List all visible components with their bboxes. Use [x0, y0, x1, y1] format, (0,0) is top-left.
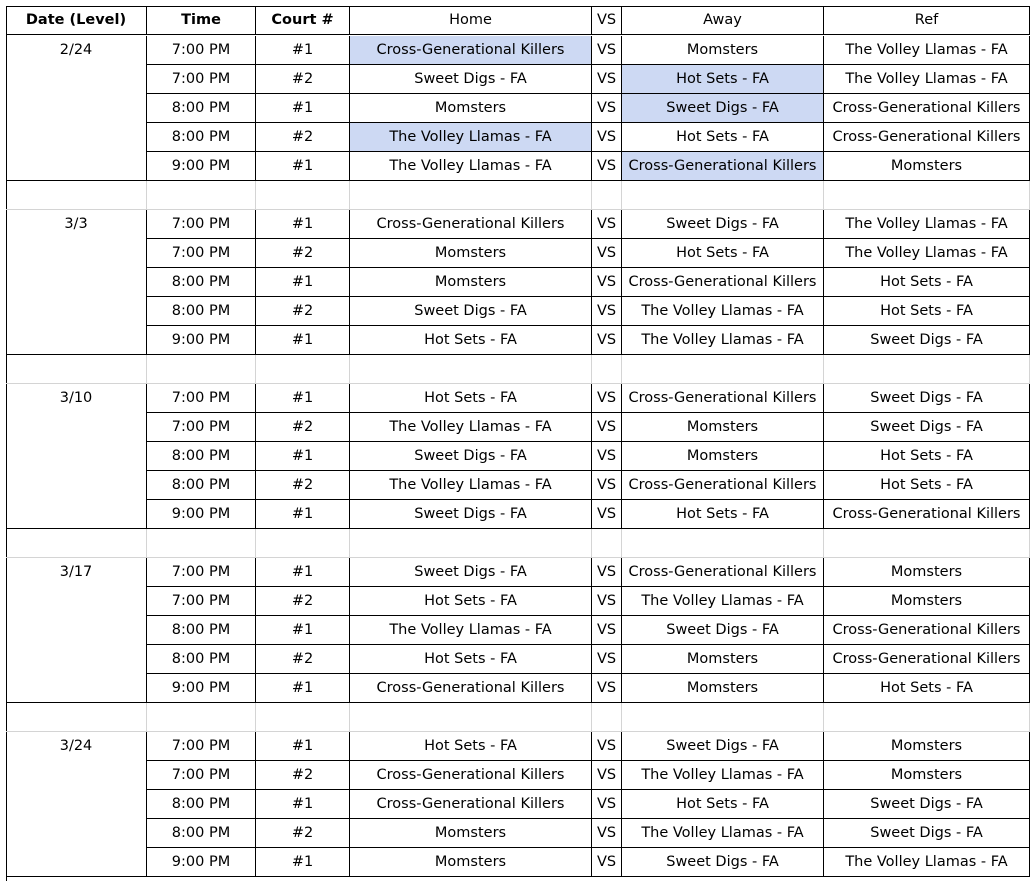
away-cell[interactable]: Momsters [622, 36, 824, 65]
ref-cell[interactable]: Hot Sets - FA [824, 471, 1030, 500]
spacer-cell[interactable] [6, 355, 147, 384]
ref-cell[interactable]: Momsters [824, 587, 1030, 616]
ref-cell[interactable]: Cross-Generational Killers [824, 645, 1030, 674]
time-cell[interactable]: 8:00 PM [147, 94, 256, 123]
away-cell[interactable]: The Volley Llamas - FA [622, 819, 824, 848]
ref-cell[interactable]: Sweet Digs - FA [824, 819, 1030, 848]
date-cell[interactable] [6, 790, 147, 819]
home-cell[interactable]: The Volley Llamas - FA [350, 152, 592, 181]
vs-cell[interactable]: VS [592, 413, 622, 442]
vs-cell[interactable]: VS [592, 558, 622, 587]
time-cell[interactable]: 7:00 PM [147, 239, 256, 268]
court-cell[interactable]: #1 [256, 152, 350, 181]
vs-cell[interactable]: VS [592, 65, 622, 94]
home-cell[interactable]: Hot Sets - FA [350, 645, 592, 674]
home-cell[interactable]: Cross-Generational Killers [350, 210, 592, 239]
date-cell[interactable] [6, 500, 147, 529]
court-cell[interactable]: #1 [256, 558, 350, 587]
vs-cell[interactable]: VS [592, 123, 622, 152]
time-cell[interactable]: 9:00 PM [147, 848, 256, 877]
ref-cell[interactable]: Hot Sets - FA [824, 268, 1030, 297]
home-cell[interactable]: Sweet Digs - FA [350, 558, 592, 587]
time-cell[interactable]: 8:00 PM [147, 471, 256, 500]
court-cell[interactable]: #1 [256, 442, 350, 471]
time-cell[interactable]: 9:00 PM [147, 326, 256, 355]
away-cell[interactable]: Cross-Generational Killers [622, 558, 824, 587]
home-cell[interactable]: Sweet Digs - FA [350, 442, 592, 471]
date-cell[interactable] [6, 819, 147, 848]
away-cell[interactable]: Momsters [622, 442, 824, 471]
court-cell[interactable]: #2 [256, 297, 350, 326]
away-cell[interactable]: Cross-Generational Killers [622, 471, 824, 500]
home-cell[interactable]: Momsters [350, 239, 592, 268]
court-cell[interactable]: #1 [256, 732, 350, 761]
vs-cell[interactable]: VS [592, 152, 622, 181]
time-cell[interactable]: 9:00 PM [147, 674, 256, 703]
time-cell[interactable]: 8:00 PM [147, 123, 256, 152]
home-cell[interactable]: The Volley Llamas - FA [350, 471, 592, 500]
date-cell[interactable] [6, 587, 147, 616]
spacer-cell[interactable] [350, 529, 592, 558]
spacer-cell[interactable] [824, 529, 1030, 558]
away-cell[interactable]: Cross-Generational Killers [622, 268, 824, 297]
vs-cell[interactable]: VS [592, 732, 622, 761]
date-cell[interactable]: 3/10 [6, 384, 147, 413]
spacer-cell[interactable] [824, 355, 1030, 384]
home-cell[interactable]: The Volley Llamas - FA [350, 123, 592, 152]
away-cell[interactable]: The Volley Llamas - FA [622, 587, 824, 616]
home-cell[interactable]: The Volley Llamas - FA [350, 616, 592, 645]
time-cell[interactable]: 8:00 PM [147, 297, 256, 326]
ref-cell[interactable]: The Volley Llamas - FA [824, 239, 1030, 268]
home-cell[interactable]: Hot Sets - FA [350, 326, 592, 355]
time-cell[interactable]: 7:00 PM [147, 732, 256, 761]
court-cell[interactable]: #2 [256, 587, 350, 616]
vs-cell[interactable]: VS [592, 674, 622, 703]
home-cell[interactable]: Sweet Digs - FA [350, 65, 592, 94]
ref-cell[interactable]: Hot Sets - FA [824, 442, 1030, 471]
header-vs[interactable]: VS [592, 7, 622, 35]
time-cell[interactable]: 7:00 PM [147, 413, 256, 442]
away-cell[interactable]: Sweet Digs - FA [622, 616, 824, 645]
vs-cell[interactable]: VS [592, 268, 622, 297]
spacer-cell[interactable] [824, 703, 1030, 732]
vs-cell[interactable]: VS [592, 790, 622, 819]
ref-cell[interactable]: The Volley Llamas - FA [824, 210, 1030, 239]
vs-cell[interactable]: VS [592, 645, 622, 674]
spacer-cell[interactable] [592, 181, 622, 210]
date-cell[interactable] [6, 616, 147, 645]
away-cell[interactable]: Hot Sets - FA [622, 239, 824, 268]
spacer-cell[interactable] [622, 181, 824, 210]
time-cell[interactable]: 8:00 PM [147, 268, 256, 297]
home-cell[interactable]: Cross-Generational Killers [350, 674, 592, 703]
vs-cell[interactable]: VS [592, 94, 622, 123]
date-cell[interactable] [6, 442, 147, 471]
date-cell[interactable] [6, 848, 147, 877]
spacer-cell[interactable] [350, 181, 592, 210]
time-cell[interactable]: 7:00 PM [147, 65, 256, 94]
court-cell[interactable]: #2 [256, 761, 350, 790]
vs-cell[interactable]: VS [592, 36, 622, 65]
ref-cell[interactable]: Cross-Generational Killers [824, 123, 1030, 152]
home-cell[interactable]: Sweet Digs - FA [350, 297, 592, 326]
spacer-cell[interactable] [622, 529, 824, 558]
time-cell[interactable]: 7:00 PM [147, 210, 256, 239]
vs-cell[interactable]: VS [592, 297, 622, 326]
date-cell[interactable] [6, 65, 147, 94]
header-court[interactable]: Court # [256, 7, 350, 35]
spacer-cell[interactable] [622, 355, 824, 384]
home-cell[interactable]: Cross-Generational Killers [350, 761, 592, 790]
date-cell[interactable]: 3/3 [6, 210, 147, 239]
time-cell[interactable]: 7:00 PM [147, 36, 256, 65]
spacer-cell[interactable] [6, 703, 147, 732]
date-cell[interactable]: 3/24 [6, 732, 147, 761]
spacer-cell[interactable] [256, 181, 350, 210]
date-cell[interactable] [6, 297, 147, 326]
ref-cell[interactable]: Sweet Digs - FA [824, 790, 1030, 819]
away-cell[interactable]: Hot Sets - FA [622, 790, 824, 819]
court-cell[interactable]: #1 [256, 94, 350, 123]
header-away[interactable]: Away [622, 7, 824, 35]
home-cell[interactable]: Hot Sets - FA [350, 732, 592, 761]
spacer-cell[interactable] [592, 355, 622, 384]
ref-cell[interactable]: Hot Sets - FA [824, 297, 1030, 326]
home-cell[interactable]: Cross-Generational Killers [350, 36, 592, 65]
header-ref[interactable]: Ref [824, 7, 1030, 35]
header-date[interactable]: Date (Level) [6, 7, 147, 35]
ref-cell[interactable]: Momsters [824, 152, 1030, 181]
court-cell[interactable]: #1 [256, 210, 350, 239]
court-cell[interactable]: #1 [256, 848, 350, 877]
ref-cell[interactable]: Momsters [824, 761, 1030, 790]
ref-cell[interactable]: Momsters [824, 558, 1030, 587]
time-cell[interactable]: 7:00 PM [147, 558, 256, 587]
away-cell[interactable]: Sweet Digs - FA [622, 732, 824, 761]
court-cell[interactable]: #1 [256, 36, 350, 65]
ref-cell[interactable]: Cross-Generational Killers [824, 616, 1030, 645]
date-cell[interactable] [6, 152, 147, 181]
home-cell[interactable]: Momsters [350, 268, 592, 297]
vs-cell[interactable]: VS [592, 210, 622, 239]
court-cell[interactable]: #1 [256, 384, 350, 413]
time-cell[interactable]: 8:00 PM [147, 645, 256, 674]
away-cell[interactable]: Momsters [622, 645, 824, 674]
away-cell[interactable]: Momsters [622, 413, 824, 442]
spacer-cell[interactable] [256, 355, 350, 384]
home-cell[interactable]: Sweet Digs - FA [350, 500, 592, 529]
away-cell[interactable]: The Volley Llamas - FA [622, 761, 824, 790]
vs-cell[interactable]: VS [592, 761, 622, 790]
ref-cell[interactable]: Momsters [824, 732, 1030, 761]
ref-cell[interactable]: The Volley Llamas - FA [824, 36, 1030, 65]
time-cell[interactable]: 8:00 PM [147, 442, 256, 471]
date-cell[interactable] [6, 761, 147, 790]
away-cell[interactable]: The Volley Llamas - FA [622, 326, 824, 355]
spacer-cell[interactable] [256, 529, 350, 558]
ref-cell[interactable]: Hot Sets - FA [824, 674, 1030, 703]
date-cell[interactable] [6, 326, 147, 355]
spacer-cell[interactable] [592, 703, 622, 732]
time-cell[interactable]: 8:00 PM [147, 819, 256, 848]
court-cell[interactable]: #2 [256, 239, 350, 268]
ref-cell[interactable]: The Volley Llamas - FA [824, 848, 1030, 877]
vs-cell[interactable]: VS [592, 239, 622, 268]
court-cell[interactable]: #1 [256, 674, 350, 703]
vs-cell[interactable]: VS [592, 500, 622, 529]
spacer-cell[interactable] [147, 181, 256, 210]
spacer-cell[interactable] [6, 529, 147, 558]
date-cell[interactable] [6, 674, 147, 703]
court-cell[interactable]: #2 [256, 413, 350, 442]
court-cell[interactable]: #2 [256, 123, 350, 152]
time-cell[interactable]: 7:00 PM [147, 384, 256, 413]
date-cell[interactable] [6, 471, 147, 500]
time-cell[interactable]: 9:00 PM [147, 152, 256, 181]
time-cell[interactable]: 7:00 PM [147, 761, 256, 790]
time-cell[interactable]: 7:00 PM [147, 587, 256, 616]
vs-cell[interactable]: VS [592, 326, 622, 355]
away-cell[interactable]: Sweet Digs - FA [622, 94, 824, 123]
spacer-cell[interactable] [592, 529, 622, 558]
spacer-cell[interactable] [147, 703, 256, 732]
court-cell[interactable]: #1 [256, 326, 350, 355]
time-cell[interactable]: 8:00 PM [147, 790, 256, 819]
court-cell[interactable]: #2 [256, 471, 350, 500]
vs-cell[interactable]: VS [592, 616, 622, 645]
away-cell[interactable]: Momsters [622, 674, 824, 703]
spacer-cell[interactable] [350, 355, 592, 384]
ref-cell[interactable]: Cross-Generational Killers [824, 500, 1030, 529]
home-cell[interactable]: Hot Sets - FA [350, 587, 592, 616]
date-cell[interactable]: 3/17 [6, 558, 147, 587]
date-cell[interactable] [6, 123, 147, 152]
vs-cell[interactable]: VS [592, 442, 622, 471]
vs-cell[interactable]: VS [592, 384, 622, 413]
header-home[interactable]: Home [350, 7, 592, 35]
date-cell[interactable]: 2/24 [6, 36, 147, 65]
spacer-cell[interactable] [350, 703, 592, 732]
home-cell[interactable]: Momsters [350, 848, 592, 877]
date-cell[interactable] [6, 94, 147, 123]
court-cell[interactable]: #1 [256, 616, 350, 645]
ref-cell[interactable]: Cross-Generational Killers [824, 94, 1030, 123]
header-time[interactable]: Time [147, 7, 256, 35]
court-cell[interactable]: #1 [256, 268, 350, 297]
date-cell[interactable] [6, 268, 147, 297]
away-cell[interactable]: Sweet Digs - FA [622, 210, 824, 239]
home-cell[interactable]: The Volley Llamas - FA [350, 413, 592, 442]
ref-cell[interactable]: Sweet Digs - FA [824, 413, 1030, 442]
ref-cell[interactable]: Sweet Digs - FA [824, 384, 1030, 413]
court-cell[interactable]: #2 [256, 65, 350, 94]
time-cell[interactable]: 8:00 PM [147, 616, 256, 645]
court-cell[interactable]: #1 [256, 500, 350, 529]
date-cell[interactable] [6, 413, 147, 442]
date-cell[interactable] [6, 239, 147, 268]
court-cell[interactable]: #2 [256, 819, 350, 848]
away-cell[interactable]: Cross-Generational Killers [622, 152, 824, 181]
header-top-border [6, 6, 1030, 7]
away-cell[interactable]: Hot Sets - FA [622, 500, 824, 529]
vs-cell[interactable]: VS [592, 819, 622, 848]
spacer-cell[interactable] [147, 529, 256, 558]
vs-cell[interactable]: VS [592, 587, 622, 616]
home-cell[interactable]: Momsters [350, 819, 592, 848]
spacer-cell[interactable] [256, 703, 350, 732]
home-cell[interactable]: Cross-Generational Killers [350, 790, 592, 819]
court-cell[interactable]: #2 [256, 645, 350, 674]
spacer-cell[interactable] [147, 355, 256, 384]
vs-cell[interactable]: VS [592, 848, 622, 877]
away-cell[interactable]: Hot Sets - FA [622, 65, 824, 94]
away-cell[interactable]: The Volley Llamas - FA [622, 297, 824, 326]
ref-cell[interactable]: Sweet Digs - FA [824, 326, 1030, 355]
court-cell[interactable]: #1 [256, 790, 350, 819]
spacer-cell[interactable] [824, 181, 1030, 210]
away-cell[interactable]: Hot Sets - FA [622, 123, 824, 152]
away-cell[interactable]: Cross-Generational Killers [622, 384, 824, 413]
away-cell[interactable]: Sweet Digs - FA [622, 848, 824, 877]
spacer-cell[interactable] [622, 703, 824, 732]
vs-cell[interactable]: VS [592, 471, 622, 500]
date-cell[interactable] [6, 645, 147, 674]
ref-cell[interactable]: The Volley Llamas - FA [824, 65, 1030, 94]
spacer-cell[interactable] [6, 181, 147, 210]
time-cell[interactable]: 9:00 PM [147, 500, 256, 529]
home-cell[interactable]: Momsters [350, 94, 592, 123]
home-cell[interactable]: Hot Sets - FA [350, 384, 592, 413]
